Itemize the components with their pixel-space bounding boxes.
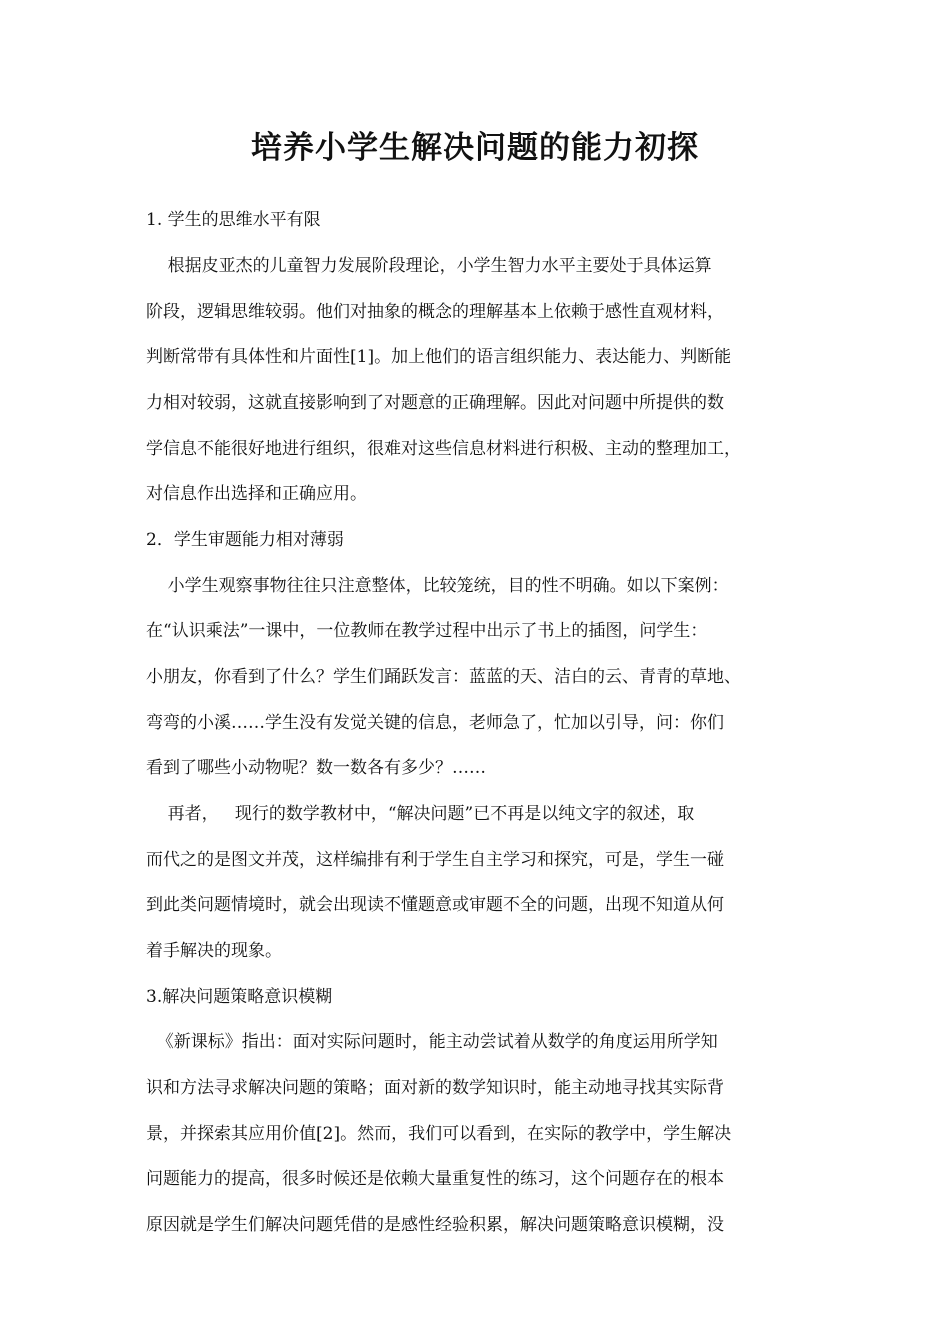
paragraph-line: 看到了哪些小动物呢？数一数各有多少？…… bbox=[146, 758, 486, 778]
paragraph-line: 景，并探索其应用价值[2]。然而，我们可以看到，在实际的教学中，学生解决 bbox=[146, 1124, 732, 1144]
paragraph-line: 阶段，逻辑思维较弱。他们对抽象的概念的理解基本上依赖于感性直观材料， bbox=[146, 302, 724, 322]
paragraph-line: 对信息作出选择和正确应用。 bbox=[146, 484, 367, 504]
paragraph-line: 根据皮亚杰的儿童智力发展阶段理论，小学生智力水平主要处于具体运算 bbox=[146, 256, 712, 276]
paragraph-line: 问题能力的提高，很多时候还是依赖大量重复性的练习，这个问题存在的根本 bbox=[146, 1169, 724, 1189]
paragraph-line: 《新课标》指出：面对实际问题时，能主动尝试着从数学的角度运用所学知 bbox=[146, 1032, 718, 1052]
paragraph-line: 学信息不能很好地进行组织，很难对这些信息材料进行积极、主动的整理加工， bbox=[146, 439, 741, 459]
paragraph-line: 小朋友，你看到了什么？学生们踊跃发言：蓝蓝的天、洁白的云、青青的草地、 bbox=[146, 667, 741, 687]
paragraph-line: 小学生观察事物往往只注意整体，比较笼统，目的性不明确。如以下案例： bbox=[146, 576, 729, 596]
paragraph-line: 识和方法寻求解决问题的策略；面对新的数学知识时，能主动地寻找其实际背 bbox=[146, 1078, 724, 1098]
paragraph-line: 而代之的是图文并茂，这样编排有利于学生自主学习和探究，可是，学生一碰 bbox=[146, 850, 724, 870]
paragraph-line: 原因就是学生们解决问题凭借的是感性经验积累，解决问题策略意识模糊，没 bbox=[146, 1215, 724, 1235]
paragraph-line: 到此类问题情境时，就会出现读不懂题意或审题不全的问题，出现不知道从何 bbox=[146, 895, 724, 915]
paragraph-line: 弯弯的小溪……学生没有发觉关键的信息，老师急了，忙加以引导，问：你们 bbox=[146, 713, 724, 733]
section-heading-1: 1. 学生的思维水平有限 bbox=[146, 210, 321, 230]
section-heading-2: 2．学生审题能力相对薄弱 bbox=[146, 530, 344, 550]
paragraph-line: 在“认识乘法”一课中，一位教师在教学过程中出示了书上的插图，问学生： bbox=[146, 621, 708, 641]
paragraph-line: 判断常带有具体性和片面性[1]。加上他们的语言组织能力、表达能力、判断能 bbox=[146, 347, 732, 367]
paragraph-line: 力相对较弱，这就直接影响到了对题意的正确理解。因此对问题中所提供的数 bbox=[146, 393, 724, 413]
section-heading-3: 3.解决问题策略意识模糊 bbox=[146, 987, 333, 1007]
paragraph-line: 再者， 现行的数学教材中，“解决问题”已不再是以纯文字的叙述，取 bbox=[146, 804, 695, 824]
paragraph-line: 着手解决的现象。 bbox=[146, 941, 282, 961]
document-title: 培养小学生解决问题的能力初探 bbox=[251, 130, 699, 166]
